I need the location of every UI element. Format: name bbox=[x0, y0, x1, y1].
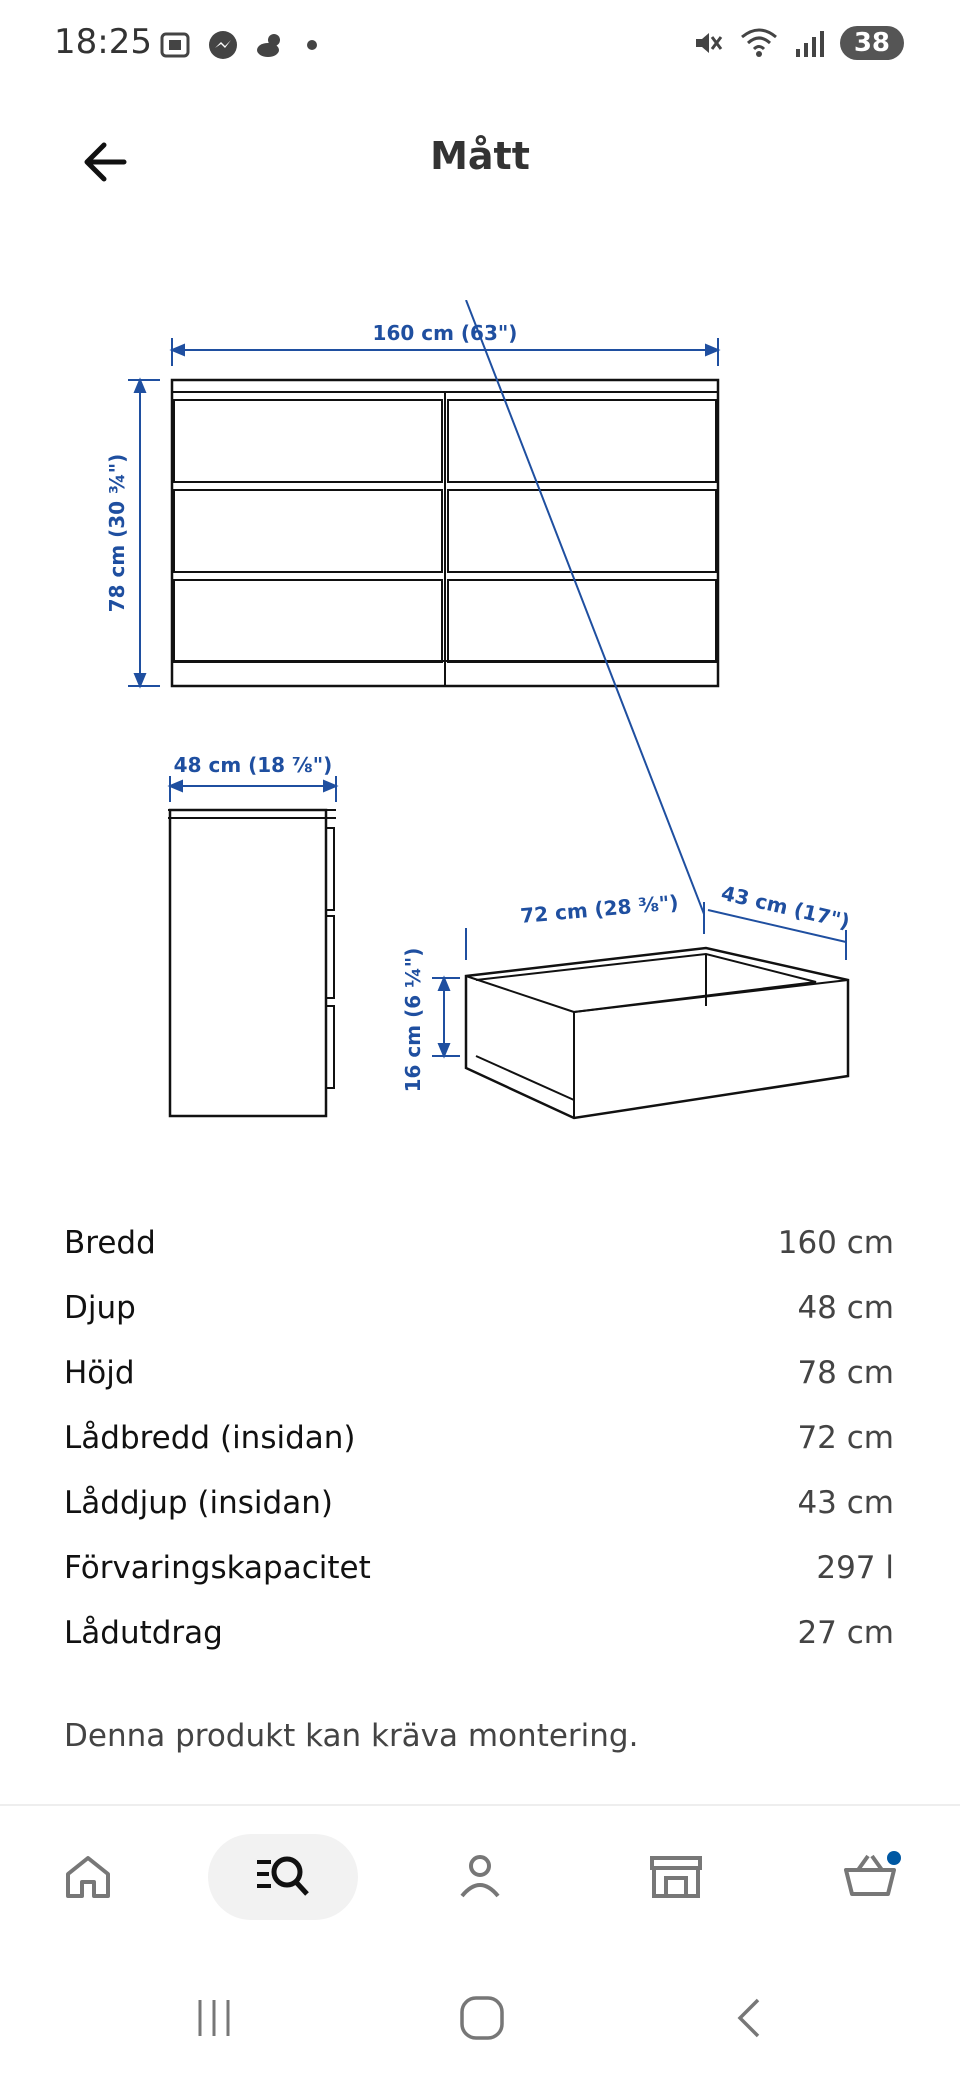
height-label: 78 cm (30 ¾") bbox=[105, 453, 129, 613]
status-time: 18:25 bbox=[54, 22, 152, 62]
back-chevron-icon bbox=[728, 1996, 772, 2040]
battery-indicator: 38 bbox=[840, 26, 904, 60]
spec-row bbox=[64, 1535, 894, 1600]
signal-icon bbox=[794, 27, 824, 59]
spec-row bbox=[64, 1405, 894, 1470]
depth-label: 48 cm (18 ⅞") bbox=[173, 753, 333, 777]
drawer-bot-left bbox=[174, 580, 442, 662]
drawer-depth-label: 43 cm (17") bbox=[719, 880, 853, 934]
basket-icon bbox=[842, 1850, 902, 1902]
home-system-button[interactable] bbox=[442, 1988, 522, 2048]
home-circle-icon bbox=[458, 1994, 506, 2042]
spec-value: 27 cm bbox=[797, 1614, 894, 1651]
weather-icon bbox=[254, 28, 288, 62]
spec-value: 160 cm bbox=[777, 1224, 894, 1261]
spec-row bbox=[64, 1470, 894, 1535]
system-nav bbox=[0, 1960, 960, 2080]
messenger-icon bbox=[206, 28, 240, 62]
drawer-width-label: 72 cm (28 ⅜") bbox=[519, 890, 680, 928]
drawer-mid-left bbox=[174, 490, 442, 572]
spec-value: 48 cm bbox=[797, 1289, 894, 1326]
nav-basket[interactable] bbox=[832, 1836, 912, 1916]
profile-icon bbox=[454, 1850, 506, 1902]
spec-label: Bredd bbox=[64, 1224, 156, 1261]
spec-value: 72 cm bbox=[797, 1419, 894, 1456]
spec-row bbox=[64, 1600, 894, 1665]
drawer-height-label: 16 cm (6 ¼") bbox=[401, 947, 425, 1093]
spec-label: Förvaringskapacitet bbox=[64, 1549, 371, 1586]
spec-label: Djup bbox=[64, 1289, 136, 1326]
status-bar bbox=[0, 0, 960, 92]
spec-value: 78 cm bbox=[797, 1354, 894, 1391]
spec-value: 43 cm bbox=[797, 1484, 894, 1521]
nav-search[interactable] bbox=[243, 1836, 323, 1916]
drawer-bot-right bbox=[448, 580, 716, 662]
store-icon bbox=[648, 1850, 704, 1902]
top-bar bbox=[0, 110, 960, 210]
drawer-top-right bbox=[448, 400, 716, 482]
drawer-mid-right bbox=[448, 490, 716, 572]
nav-profile[interactable] bbox=[440, 1836, 520, 1916]
spec-row bbox=[64, 1340, 894, 1405]
spec-list bbox=[64, 1210, 894, 1665]
dimension-diagram bbox=[0, 300, 960, 1160]
drawer-box bbox=[466, 948, 848, 1118]
recents-icon bbox=[192, 1996, 236, 2040]
nav-home[interactable] bbox=[48, 1836, 128, 1916]
wifi-icon bbox=[740, 27, 778, 59]
dresser-side-outline bbox=[170, 810, 326, 1116]
spec-label: Höjd bbox=[64, 1354, 135, 1391]
spec-label: Låddjup (insidan) bbox=[64, 1484, 333, 1521]
nav-divider bbox=[0, 1804, 960, 1806]
mute-icon bbox=[692, 27, 724, 59]
back-system-button[interactable] bbox=[710, 1988, 790, 2048]
assembly-note: Denna produkt kan kräva montering. bbox=[64, 1718, 639, 1754]
home-icon bbox=[62, 1850, 114, 1902]
screenshot-icon bbox=[158, 28, 192, 62]
spec-value: 297 l bbox=[816, 1549, 894, 1586]
spec-row bbox=[64, 1210, 894, 1275]
dimension-svg bbox=[0, 300, 960, 1160]
bottom-nav bbox=[0, 1820, 960, 1940]
status-left-icons bbox=[158, 28, 322, 62]
status-right bbox=[692, 26, 904, 60]
nav-store[interactable] bbox=[636, 1836, 716, 1916]
dot-icon bbox=[302, 28, 322, 62]
spec-row bbox=[64, 1275, 894, 1340]
search-list-icon bbox=[253, 1850, 313, 1902]
recents-button[interactable] bbox=[174, 1988, 254, 2048]
page-title: Mått bbox=[430, 134, 530, 178]
spec-label: Lådutdrag bbox=[64, 1614, 223, 1651]
width-label: 160 cm (63") bbox=[372, 321, 518, 345]
drawer-top-left bbox=[174, 400, 442, 482]
spec-label: Lådbredd (insidan) bbox=[64, 1419, 356, 1456]
